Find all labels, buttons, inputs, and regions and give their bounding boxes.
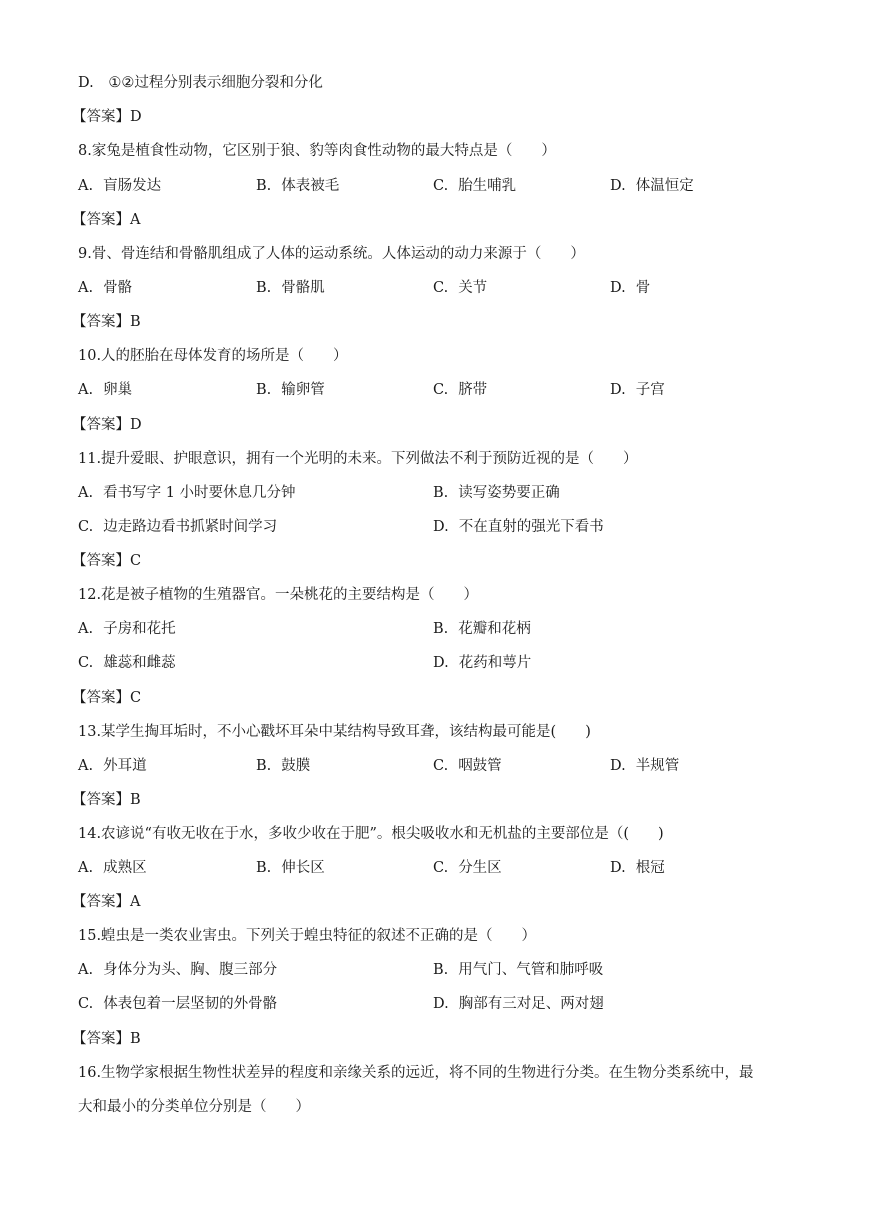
answer-8: 【答案】A: [72, 212, 141, 228]
option-text: ①②过程分别表示细胞分裂和分化: [108, 75, 323, 91]
q12-option-d: D. 花药和萼片: [433, 655, 532, 671]
answer-12: 【答案】C: [72, 690, 142, 706]
q11-option-d: D. 不在直射的强光下看书: [433, 519, 604, 535]
answer-11: 【答案】C: [72, 553, 142, 569]
q12-option-a: A. 子房和花托: [78, 621, 176, 637]
question-16-stem-line2: 大和最小的分类单位分别是（ ）: [78, 1099, 310, 1115]
q14-option-d: D. 根冠: [610, 860, 665, 876]
q9-option-b: B. 骨骼肌: [256, 280, 325, 296]
question-13-stem: 13.某学生掏耳垢时，不小心戳坏耳朵中某结构导致耳聋，该结构最可能是( ): [78, 724, 591, 740]
q15-option-d: D. 胸部有三对足、两对翅: [433, 996, 604, 1012]
q11-option-b: B. 读写姿势要正确: [433, 485, 560, 501]
q10-option-c: C. 脐带: [433, 382, 488, 398]
q10-option-b: B. 输卵管: [256, 382, 325, 398]
question-12-stem: 12.花是被子植物的生殖器官。一朵桃花的主要结构是（ ）: [78, 587, 479, 603]
q15-option-c: C. 体表包着一层坚韧的外骨骼: [78, 996, 278, 1012]
answer-9: 【答案】B: [72, 314, 141, 330]
q9-option-a: A. 骨骼: [78, 280, 133, 296]
q12-option-c: C. 雄蕊和雌蕊: [78, 655, 176, 671]
q8-option-a: A. 盲肠发达: [78, 178, 162, 194]
question-15-stem: 15.蝗虫是一类农业害虫。下列关于蝗虫特征的叙述不正确的是（ ）: [78, 928, 537, 944]
q9-option-c: C. 关节: [433, 280, 488, 296]
q11-option-c: C. 边走路边看书抓紧时间学习: [78, 519, 278, 535]
q10-option-d: D. 子宫: [610, 382, 665, 398]
q8-option-c: C. 胎生哺乳: [433, 178, 517, 194]
question-14-stem: 14.农谚说“有收无收在于水，多收少收在于肥”。根尖吸收水和无机盐的主要部位是（( ): [78, 826, 664, 842]
question-9-stem: 9.骨、骨连结和骨骼肌组成了人体的运动系统。人体运动的动力来源于（ ）: [78, 246, 585, 262]
answer-15: 【答案】B: [72, 1031, 141, 1047]
q11-option-a: A. 看书写字 1 小时要休息几分钟: [78, 485, 296, 501]
answer-13: 【答案】B: [72, 792, 141, 808]
option-letter: D.: [78, 75, 94, 91]
q13-option-a: A. 外耳道: [78, 758, 147, 774]
q14-option-c: C. 分生区: [433, 860, 502, 876]
q12-option-b: B. 花瓣和花柄: [433, 621, 531, 637]
answer-14: 【答案】A: [72, 894, 141, 910]
question-10-stem: 10.人的胚胎在母体发育的场所是（ ）: [78, 348, 348, 364]
q9-option-d: D. 骨: [610, 280, 651, 296]
answer-10: 【答案】D: [72, 417, 142, 433]
prev-option-d: [78, 73, 323, 93]
question-11-stem: 11.提升爱眼、护眼意识，拥有一个光明的未来。下列做法不利于预防近视的是（ ）: [78, 451, 638, 467]
q8-option-b: B. 体表被毛: [256, 178, 340, 194]
question-16-stem-line1: 16.生物学家根据生物性状差异的程度和亲缘关系的远近，将不同的生物进行分类。在生物分类系统中，最: [78, 1065, 754, 1081]
q13-option-b: B. 鼓膜: [256, 758, 311, 774]
q8-option-d: D. 体温恒定: [610, 178, 694, 194]
q13-option-c: C. 咽鼓管: [433, 758, 502, 774]
q13-option-d: D. 半规管: [610, 758, 680, 774]
q14-option-a: A. 成熟区: [78, 860, 147, 876]
q10-option-a: A. 卵巢: [78, 382, 133, 398]
question-8-stem: 8.家兔是植食性动物，它区别于狼、豹等肉食性动物的最大特点是（ ）: [78, 143, 556, 159]
q14-option-b: B. 伸长区: [256, 860, 325, 876]
answer-prev: 【答案】D: [72, 109, 142, 125]
q15-option-b: B. 用气门、气管和肺呼吸: [433, 962, 604, 978]
q15-option-a: A. 身体分为头、胸、腹三部分: [78, 962, 278, 978]
